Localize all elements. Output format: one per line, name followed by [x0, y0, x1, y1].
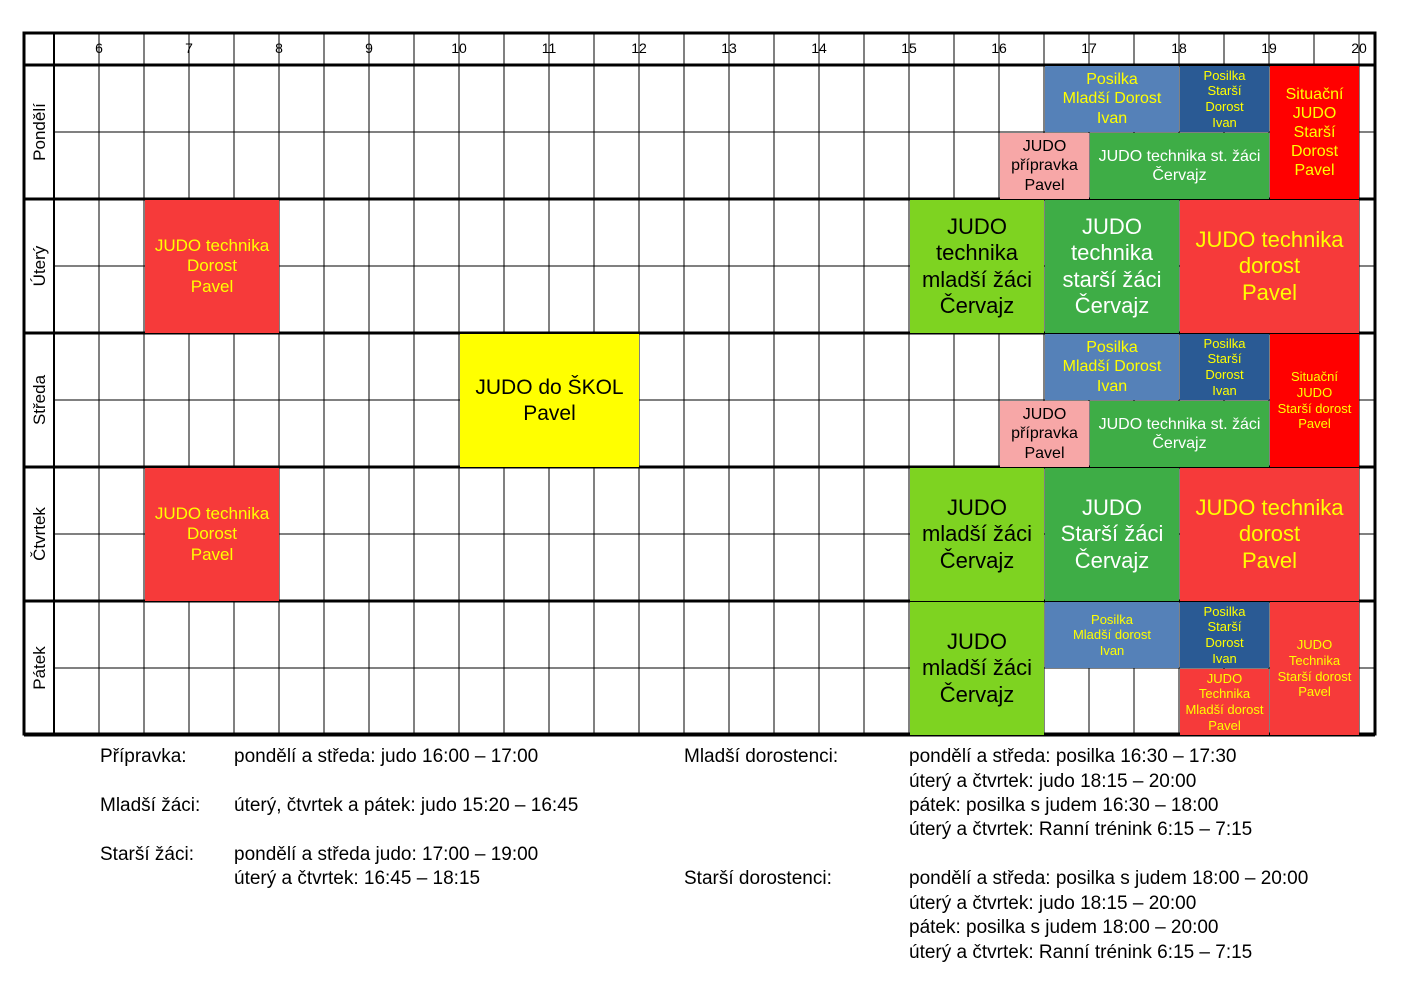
schedule-block-line: Ivan	[1212, 114, 1237, 130]
schedule-block-line: Posilka	[1091, 611, 1133, 627]
hour-label: 11	[541, 40, 557, 56]
schedule-block	[1045, 66, 1179, 132]
schedule-block-line: Ivan	[1096, 109, 1128, 127]
schedule-block-line: Červajz	[939, 547, 1015, 573]
schedule-block-line: Červajz	[1152, 167, 1207, 184]
schedule-block	[1180, 200, 1359, 333]
schedule-block-line: JUDO technika	[154, 235, 270, 255]
schedule-block	[1270, 66, 1359, 199]
schedule-block-line: JUDO	[1082, 213, 1142, 239]
schedule-block-line: Technika	[1288, 652, 1341, 668]
schedule-block-line: JUDO technika	[154, 503, 270, 523]
schedule-block-line: dorost	[1238, 521, 1301, 547]
schedule-block-line: Červajz	[1152, 435, 1207, 452]
schedule-block-line: JUDO	[1296, 384, 1333, 400]
legend-line: pátek: posilka s judem 18:00 – 20:00	[909, 917, 1219, 938]
legend-line: úterý a čtvrtek: judo 18:15 – 20:00	[909, 893, 1197, 914]
schedule-block-line: technika	[1071, 240, 1153, 266]
day-label: Čtvrtek	[30, 507, 49, 561]
schedule-block-line: Starší dorost	[1277, 668, 1352, 684]
schedule-block-line: JUDO	[1022, 406, 1067, 424]
schedule-block-line: Mladší dorost	[1072, 627, 1152, 643]
schedule-block	[1045, 200, 1179, 333]
schedule-block	[910, 468, 1044, 601]
schedule-block-line: Pavel	[1298, 416, 1331, 432]
schedule-block-line: JUDO technika st. žáci	[1098, 147, 1261, 165]
schedule-block-line: Pavel	[1024, 176, 1065, 194]
schedule-block	[1180, 334, 1269, 400]
day-label: Úterý	[30, 245, 49, 287]
schedule-block-line: mladší žáci	[921, 266, 1033, 292]
schedule-block-line: Pavel	[1298, 684, 1331, 700]
day-label: Středa	[30, 374, 49, 426]
schedule-block	[1045, 602, 1179, 668]
schedule-block-line: Posilka	[1203, 67, 1246, 83]
schedule-block-line: Pavel	[523, 401, 576, 425]
legend-label-mladsi-dorostenci: Mladší dorostenci:	[684, 746, 839, 767]
schedule-block-line: Červajz	[939, 681, 1015, 707]
legend-line: pondělí a středa judo: 17:00 – 19:00	[234, 844, 539, 865]
schedule-block-line: přípravka	[1011, 157, 1078, 175]
schedule-block-line: JUDO technika	[1195, 226, 1344, 252]
schedule-block	[1045, 334, 1179, 400]
schedule-block-line: JUDO technika st. žáci	[1098, 415, 1261, 433]
schedule-block	[1180, 669, 1269, 735]
schedule-block-line: Posilka	[1203, 603, 1246, 619]
schedule-block	[1180, 66, 1269, 132]
schedule-block-line: Starší	[1207, 619, 1242, 635]
hour-label: 12	[631, 40, 647, 56]
schedule-block-line: Červajz	[1074, 292, 1150, 318]
schedule-block-line: Technika	[1198, 686, 1251, 702]
legend-line: úterý a čtvrtek: judo 18:15 – 20:00	[909, 771, 1197, 792]
legend-line: pondělí a středa: posilka 16:30 – 17:30	[909, 746, 1237, 767]
schedule-block-line: Ivan	[1099, 642, 1125, 658]
legend-line: úterý a čtvrtek: Ranní trénink 6:15 – 7:15	[909, 942, 1253, 963]
schedule-block-line: starší žáci	[1062, 266, 1162, 292]
schedule-block-line: Pavel	[190, 276, 234, 296]
schedule-block-line: Situační	[1291, 369, 1338, 385]
schedule-block-line: JUDO	[1206, 670, 1243, 686]
schedule-block-line: JUDO	[1296, 637, 1333, 653]
schedule-block-line: Dorost	[1205, 99, 1244, 114]
legend-line: pondělí a středa: judo 16:00 – 17:00	[234, 746, 539, 767]
schedule-block	[1090, 133, 1269, 199]
schedule-block-line: Situační	[1285, 85, 1344, 103]
schedule-block	[1000, 133, 1089, 199]
schedule-block-line: Pavel	[1294, 162, 1335, 180]
schedule-block	[910, 200, 1044, 333]
hour-label: 6	[95, 40, 103, 56]
schedule-block-line: Pavel	[1241, 547, 1298, 573]
schedule-block-line: přípravka	[1011, 425, 1078, 443]
hour-label: 18	[1171, 40, 1187, 56]
hour-label: 7	[185, 40, 193, 56]
schedule-block-line: JUDO	[1292, 104, 1337, 122]
schedule-block-line: Starší dorost	[1277, 400, 1352, 416]
hour-label: 13	[721, 40, 737, 56]
schedule-block	[910, 602, 1044, 735]
schedule-block-line: Mladší dorost	[1185, 702, 1264, 717]
hour-label: 17	[1081, 40, 1097, 56]
schedule-block-line: Ivan	[1212, 650, 1237, 666]
hour-label: 10	[451, 40, 467, 56]
legend-line: pondělí a středa: posilka s judem 18:00 – 20:00	[909, 868, 1309, 889]
schedule-block-line: Dorost	[1205, 635, 1244, 650]
schedule-block	[1090, 401, 1269, 467]
schedule-block-line: Dorost	[1205, 367, 1244, 382]
legend-label-pripravka: Přípravka:	[100, 746, 187, 767]
legend-label-starsi-dorostenci: Starší dorostenci:	[684, 868, 832, 889]
hour-label: 9	[365, 40, 373, 56]
schedule-block	[1270, 602, 1359, 735]
schedule-block-line: JUDO	[1082, 494, 1142, 520]
schedule-block-line: Ivan	[1212, 382, 1237, 398]
schedule-block-line: JUDO	[947, 628, 1007, 654]
schedule-block-line: Červajz	[1074, 547, 1150, 573]
legend-line: úterý a čtvrtek: 16:45 – 18:15	[234, 868, 481, 889]
schedule-block-line: JUDO do ŠKOL	[475, 376, 624, 400]
schedule-block-line: JUDO	[947, 213, 1007, 239]
schedule-block	[1045, 468, 1179, 601]
schedule-block-line: Starší	[1207, 83, 1242, 99]
hour-label: 8	[275, 40, 283, 56]
schedule-block-line: JUDO technika	[1195, 494, 1344, 520]
schedule-block-line: Mladší Dorost	[1062, 90, 1162, 108]
legend-label-mladsi-zaci: Mladší žáci:	[100, 795, 201, 816]
schedule-block-line: Mladší Dorost	[1062, 358, 1162, 376]
schedule-block	[1270, 334, 1359, 467]
schedule-block-line: Posilka	[1086, 71, 1138, 89]
schedule-block-line: Ivan	[1096, 377, 1128, 395]
hour-label: 20	[1351, 40, 1367, 56]
schedule-block	[1180, 468, 1359, 601]
legend-label-starsi-zaci: Starší žáci:	[100, 844, 194, 865]
day-label: Pondělí	[30, 103, 49, 161]
schedule-block-line: Dorost	[1290, 143, 1339, 161]
legend-line: úterý a čtvrtek: Ranní trénink 6:15 – 7:15	[909, 819, 1253, 840]
schedule-block	[1180, 602, 1269, 668]
schedule-block-line: Pavel	[1024, 444, 1065, 462]
legend-line: pátek: posilka s judem 16:30 – 18:00	[909, 795, 1219, 816]
schedule-block-line: mladší žáci	[921, 655, 1033, 681]
hour-label: 19	[1261, 40, 1277, 56]
day-label: Pátek	[30, 646, 49, 690]
schedule-block-line: dorost	[1238, 253, 1301, 279]
hour-label: 16	[991, 40, 1007, 56]
schedule-block-line: mladší žáci	[921, 521, 1033, 547]
schedule-block-line: Pavel	[190, 544, 234, 564]
legend-line: úterý, čtvrtek a pátek: judo 15:20 – 16:45	[234, 795, 579, 816]
schedule-block-line: Starší	[1293, 123, 1336, 141]
schedule-block-line: Starší žáci	[1060, 521, 1164, 547]
schedule-block-line: Dorost	[186, 524, 238, 544]
schedule-block-line: Posilka	[1086, 339, 1138, 357]
schedule-block	[1000, 401, 1089, 467]
schedule-block-line: Starší	[1207, 351, 1242, 367]
hour-label: 14	[811, 40, 827, 56]
legend-left	[0, 0, 660, 992]
schedule-block-line: Pavel	[1241, 279, 1298, 305]
schedule-block-line: JUDO	[947, 494, 1007, 520]
schedule-block-line: Posilka	[1203, 335, 1246, 351]
schedule-block-line: Pavel	[1208, 717, 1241, 733]
schedule-block-line: JUDO	[1022, 138, 1067, 156]
schedule-block-line: Dorost	[186, 256, 238, 276]
hour-label: 15	[901, 40, 917, 56]
schedule-block-line: Červajz	[939, 292, 1015, 318]
schedule-block-line: technika	[936, 240, 1018, 266]
